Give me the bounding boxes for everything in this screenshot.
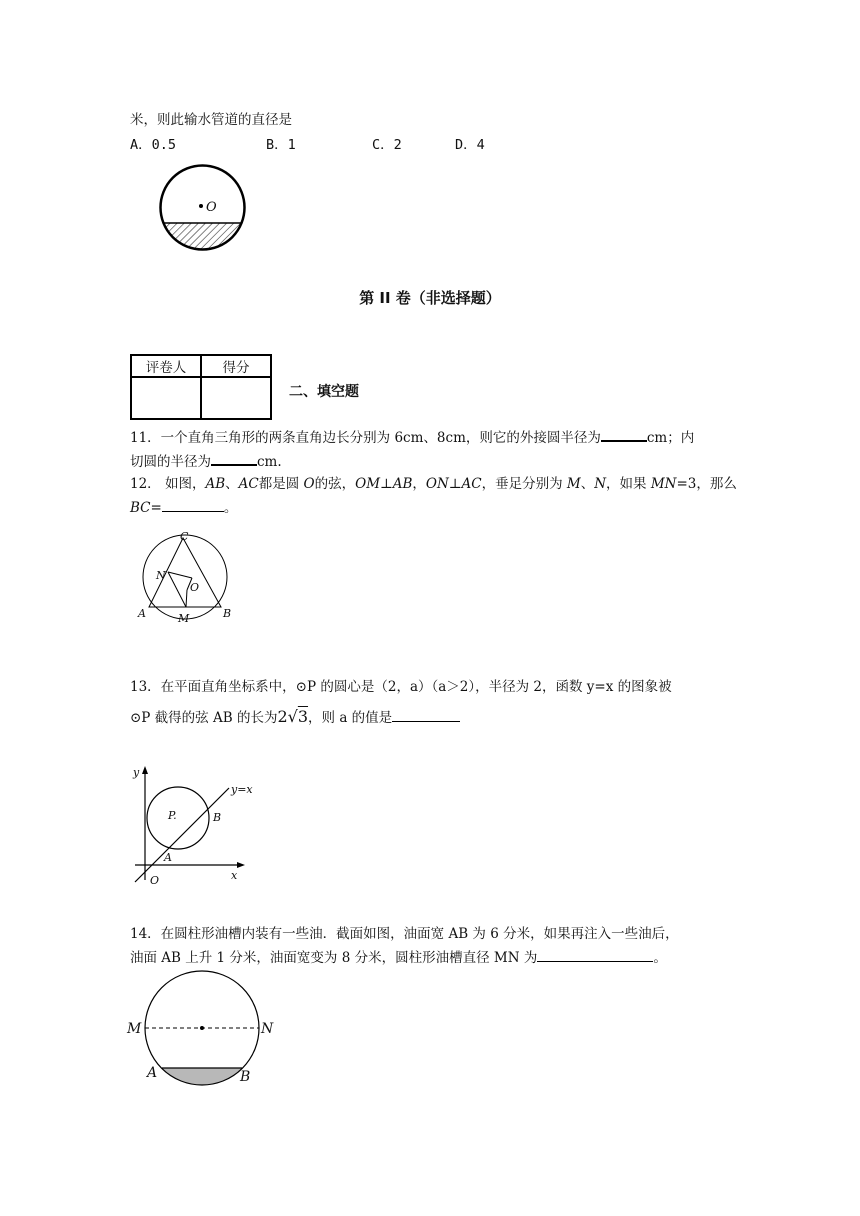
q12-var-ab: AB: [205, 476, 226, 492]
q12-label-n: N: [156, 569, 166, 582]
q11-text: 11．一个直角三角形的两条直角边长分别为 6cm、8cm，则它的外接圆半径为: [130, 430, 601, 446]
q10-option-c: C．2: [372, 137, 402, 153]
q12-label-o: O: [190, 581, 200, 594]
q12-text: =3，那么: [676, 476, 737, 492]
q13-coef: 2: [277, 707, 288, 726]
q10-label-o: O: [206, 200, 217, 215]
q12-figure: [135, 530, 235, 625]
q13-label-x: x: [231, 869, 238, 882]
grader-col-score: 得分: [201, 355, 271, 377]
q10-tail: 米，则此输水管道的直径是: [130, 112, 292, 128]
q12-text: ，如果: [606, 476, 651, 492]
q13-y-arrow: [142, 766, 148, 774]
q10-option-a: A．0.5: [130, 137, 177, 153]
grader-cell-score: [201, 377, 271, 419]
q13-label-a: A: [164, 851, 172, 864]
q10-water-hatch: [155, 223, 250, 263]
q14-blank: [537, 949, 653, 962]
q13-label-yx: y=x: [231, 783, 253, 796]
q13-label-y: y: [133, 766, 140, 779]
q12-label-c: C: [180, 530, 189, 543]
q11-text-2: cm；内: [646, 430, 695, 446]
q12-label-m: M: [178, 612, 190, 625]
q14-figure: [125, 968, 275, 1093]
q12-line1: [130, 472, 737, 492]
q10-option-d: D．4: [455, 137, 485, 153]
q13-label-b: B: [213, 811, 222, 824]
q10-center-dot: [199, 204, 203, 208]
q12-text: 、: [580, 476, 595, 492]
q12-label-b: B: [223, 607, 232, 620]
q13-label-o: O: [150, 874, 160, 887]
part-title: 第 II 卷（非选择题）: [359, 289, 501, 307]
q12-text: =: [150, 500, 162, 516]
q14-text: 油面 AB 上升 1 分米，油面宽变为 8 分米，圆柱形油槽直径 MN 为: [130, 950, 538, 966]
grader-col-reviewer: 评卷人: [131, 355, 201, 377]
q11-line2: [130, 450, 282, 470]
q14-text: 。: [653, 950, 667, 966]
q14-label-b: B: [240, 1069, 251, 1085]
q12-text: 。: [223, 500, 238, 516]
q13-x-arrow: [237, 862, 245, 868]
q12-text: 的弦，: [314, 476, 356, 492]
q12-var-o: O: [303, 476, 315, 492]
grader-table: [130, 354, 272, 420]
q12-label-a: A: [138, 607, 146, 620]
q12-perp: ⊥: [380, 476, 393, 492]
q12-text: ，垂足分别为: [481, 476, 567, 492]
q14-label-n: N: [261, 1021, 274, 1037]
q14-label-a: A: [147, 1065, 158, 1081]
q12-blank: [162, 499, 224, 512]
q12-var-on: ON: [425, 476, 449, 492]
q12-var-ac: AC: [461, 476, 482, 492]
q10-option-b: B．1: [266, 137, 296, 153]
q10-pipe-figure: [155, 160, 250, 255]
q12-text: ，: [412, 476, 426, 492]
q12-text: 、: [225, 476, 239, 492]
q12-var-m: M: [566, 476, 581, 492]
q11-line1: [130, 426, 694, 446]
q12-var-n: N: [594, 476, 607, 492]
q12-var-ac: AC: [238, 476, 259, 492]
q14-center-dot: [200, 1026, 204, 1030]
q12-segment-on: [168, 572, 192, 578]
q12-number: 12．: [130, 476, 161, 492]
q11-text-3: 切圆的半径为: [130, 454, 211, 470]
q13-figure: [125, 762, 255, 887]
q13-line1: 13．在平面直角坐标系中，⊙P 的圆心是（2，a）（a＞2），半径为 2，函数 y=x 的图象被: [130, 679, 672, 695]
q14-label-m: M: [127, 1021, 142, 1037]
q12-var-bc: BC: [130, 500, 151, 516]
q13-blank: [392, 709, 460, 722]
q11-text-4: cm.: [257, 454, 282, 470]
q14-line2: [130, 946, 667, 966]
q13-line2: [130, 706, 460, 726]
q12-var-ab: AB: [392, 476, 413, 492]
q13-label-p: P.: [168, 809, 177, 822]
q12-text: 如图，: [164, 476, 206, 492]
q12-segment-nm: [168, 572, 186, 607]
section-title: 二、填空题: [289, 384, 359, 400]
q13-text: ⊙P 截得的弦 AB 的长为: [130, 710, 278, 726]
q11-blank-1: [601, 428, 647, 442]
q11-blank-2: [211, 452, 257, 466]
q12-text: 都是圆: [258, 476, 304, 492]
q12-var-om: OM: [355, 476, 381, 492]
q13-radicand: 3: [297, 707, 309, 726]
q13-radical-sign: √: [287, 707, 298, 726]
q12-segment-om: [186, 590, 187, 607]
q13-text: ，则 a 的值是: [308, 710, 393, 726]
q13-line-yx: [135, 788, 229, 882]
q13-radical-expr: [277, 707, 308, 726]
q12-perp: ⊥: [448, 476, 462, 492]
q12-var-mn: MN: [650, 476, 677, 492]
q12-line2: [130, 496, 237, 516]
q14-line1: 14．在圆柱形油槽内装有一些油．截面如图，油面宽 AB 为 6 分米，如果再注入一些油后，: [130, 926, 679, 942]
grader-cell-reviewer: [131, 377, 201, 419]
